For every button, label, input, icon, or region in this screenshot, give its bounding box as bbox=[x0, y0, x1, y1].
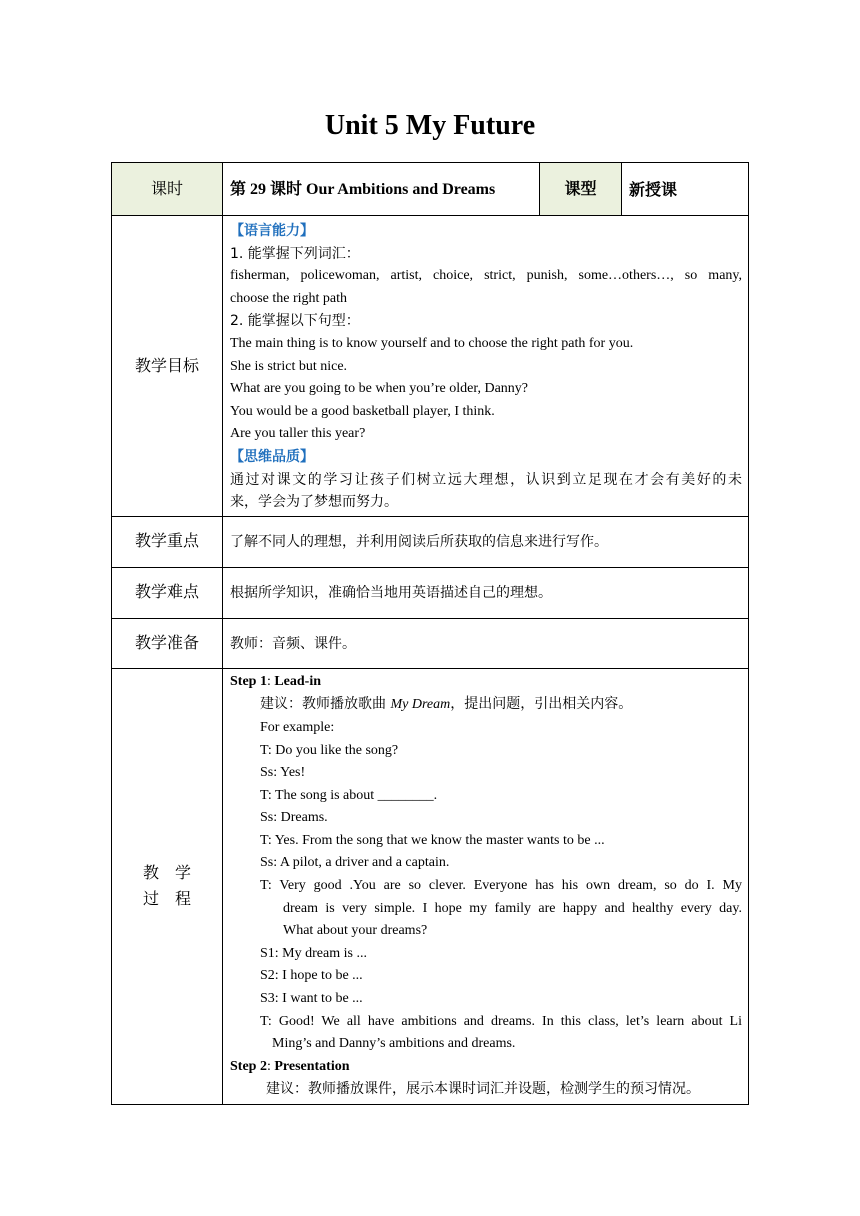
difficulties-label: 教学难点 bbox=[112, 567, 223, 618]
teacher-line-3: What about your dreams? bbox=[283, 923, 428, 939]
step-2-heading: Step 2: Presentation bbox=[230, 1058, 350, 1074]
key-points-value: 了解不同人的理想，并利用阅读后所获取的信息来进行写作。 bbox=[223, 516, 749, 567]
lesson-plan-table bbox=[111, 162, 749, 1105]
dialogue-line: S2: I hope to be ... bbox=[260, 968, 363, 984]
language-ability-heading: 【语言能力】 bbox=[230, 223, 314, 239]
period-label: 课时 bbox=[112, 163, 223, 216]
preparation-value: 教师：音频、课件。 bbox=[223, 618, 749, 668]
dialogue-line: S1: My dream is ... bbox=[260, 945, 367, 961]
process-row bbox=[112, 668, 749, 1104]
key-points-row bbox=[112, 516, 749, 567]
dialogue-line: S3: I want to be ... bbox=[260, 991, 363, 1007]
thinking-quality-heading: 【思维品质】 bbox=[230, 448, 314, 465]
sentence-item: Are you taller this year? bbox=[230, 426, 366, 442]
sentence-item: The main thing is to know yourself and to choose the right path for you. bbox=[230, 335, 634, 351]
sentence-item: You would be a good basketball player, I think. bbox=[230, 403, 495, 419]
teacher-end-line-1: T: Good! We all have ambitions and dreams. In this class, let’s learn about Li bbox=[260, 1013, 742, 1029]
thinking-line-1: 通过对课文的学习让孩子们树立远大理想，认识到立足现在才会有美好的未 bbox=[230, 471, 742, 488]
document-title: Unit 5 My Future bbox=[324, 110, 536, 141]
vocab-intro: 1. 能掌握下列词汇： bbox=[230, 245, 360, 262]
dialogue-line: Ss: Dreams. bbox=[260, 810, 328, 826]
teacher-end-line-2: Ming’s and Danny’s ambitions and dreams. bbox=[272, 1036, 516, 1052]
objectives-row bbox=[112, 216, 749, 517]
difficulties-row bbox=[112, 567, 749, 618]
objectives-content bbox=[223, 216, 749, 517]
vocab-line-2: choose the right path bbox=[230, 290, 348, 306]
sentence-intro: 2. 能掌握以下句型： bbox=[230, 313, 360, 330]
type-value: 新授课 bbox=[622, 163, 749, 216]
period-value: 第 29 课时 Our Ambitions and Dreams bbox=[223, 163, 540, 216]
process-label bbox=[112, 668, 223, 1104]
sentence-item: She is strict but nice. bbox=[230, 358, 348, 374]
process-label-line-2: 过 程 bbox=[142, 889, 191, 909]
dialogue-line: T: Do you like the song? bbox=[260, 742, 399, 758]
key-points-label: 教学重点 bbox=[112, 516, 223, 567]
step-2-suggestion: 建议：教师播放课件，展示本课时词汇并设题，检测学生的预习情况。 bbox=[266, 1081, 700, 1098]
teacher-line-1: T: Very good .You are so clever. Everyone has his own dream, so do I. My bbox=[260, 878, 742, 894]
dialogue-line: Ss: Yes! bbox=[260, 765, 306, 781]
dialogue-line: Ss: A pilot, a driver and a captain. bbox=[260, 855, 450, 871]
dialogue-line: T: Yes. From the song that we know the master wants to be ... bbox=[260, 832, 605, 848]
objectives-label: 教学目标 bbox=[112, 216, 223, 517]
thinking-line-2: 来，学会为了梦想而努力。 bbox=[230, 494, 398, 511]
sentence-item: What are you going to be when you’re older, Danny? bbox=[230, 381, 529, 397]
vocab-line-1: fisherman, policewoman, artist, choice, strict, punish, some…others…, so many, bbox=[230, 268, 742, 284]
teacher-line-2: dream is very simple. I hope my family are happy and healthy every day. bbox=[283, 900, 742, 916]
process-content bbox=[223, 668, 749, 1104]
preparation-label: 教学准备 bbox=[112, 618, 223, 668]
dialogue-line: T: The song is about ________. bbox=[260, 787, 438, 803]
step-1-suggestion: 建议：教师播放歌曲 My Dream，提出问题，引出相关内容。 bbox=[260, 696, 633, 713]
example-label: For example: bbox=[260, 719, 335, 735]
type-label: 课型 bbox=[540, 163, 622, 216]
header-row bbox=[112, 163, 749, 216]
process-label-line-1: 教 学 bbox=[142, 863, 191, 883]
step-1-heading: Step 1: Lead-in bbox=[230, 673, 322, 689]
difficulties-value: 根据所学知识，准确恰当地用英语描述自己的理想。 bbox=[223, 567, 749, 618]
preparation-row bbox=[112, 618, 749, 668]
